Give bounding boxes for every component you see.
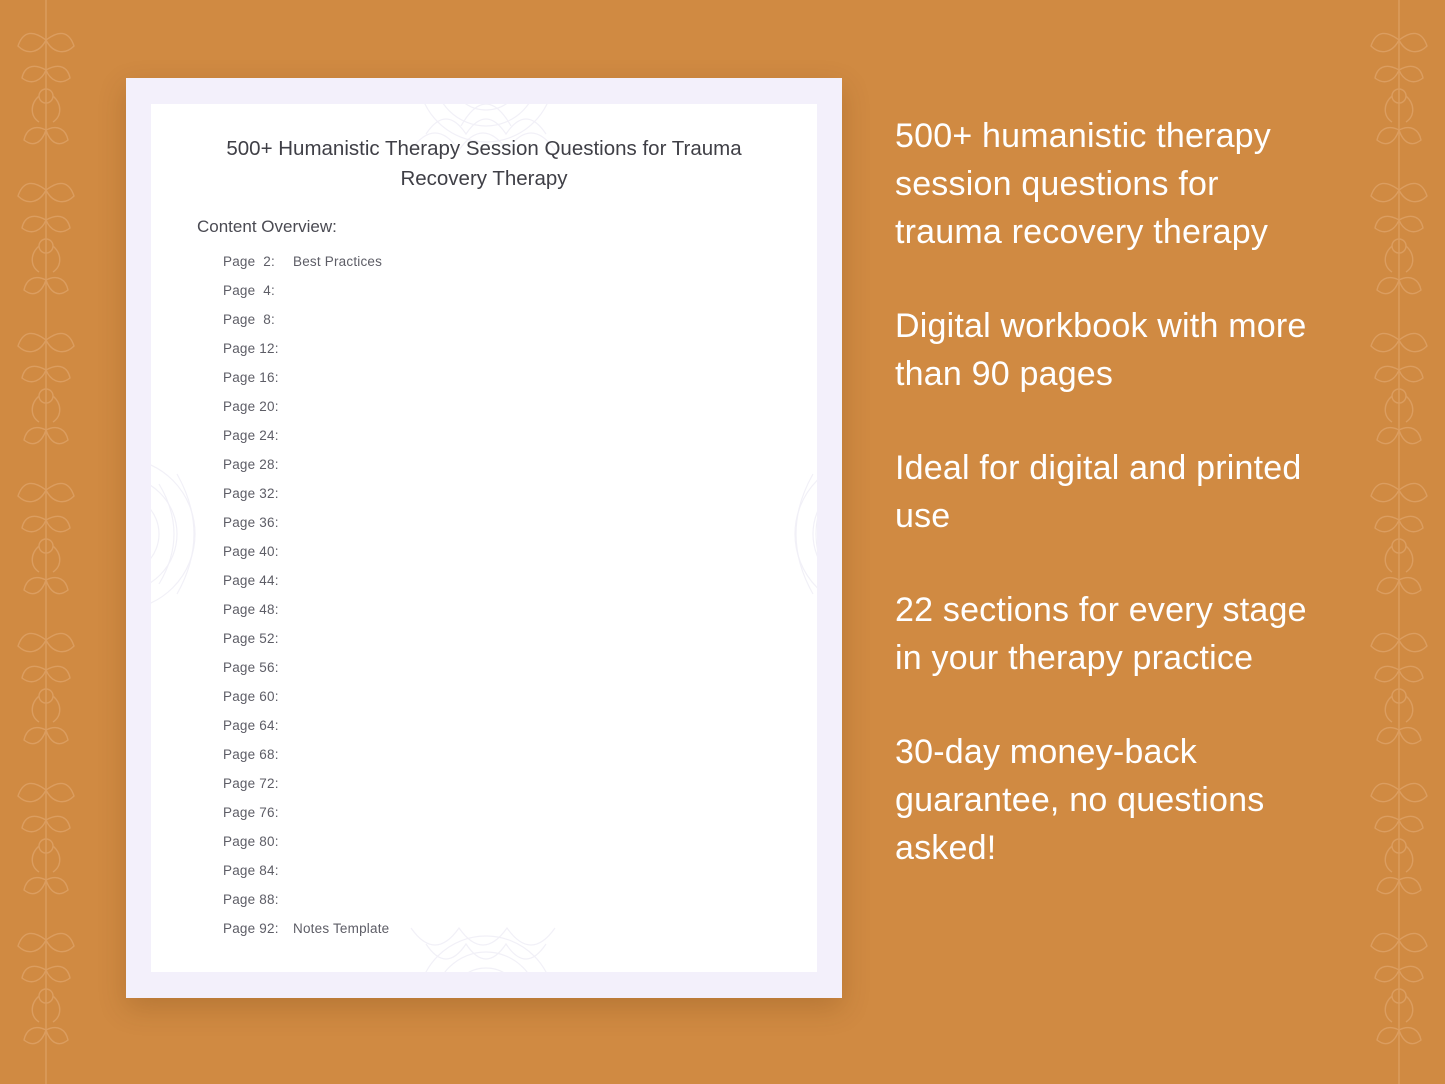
floral-border-right-icon — [1353, 0, 1445, 1084]
toc-page-number: Page 88: — [223, 892, 279, 907]
toc-row — [223, 921, 783, 950]
marketing-line: 30-day money-back guarantee, no questions asked! — [895, 733, 1265, 867]
toc-row — [223, 660, 783, 689]
toc-row — [223, 805, 783, 834]
toc-row — [223, 312, 783, 341]
floral-border-left-icon — [0, 0, 92, 1084]
toc-page-number: Page 12: — [223, 341, 279, 356]
toc-page-number: Page 32: — [223, 486, 279, 501]
toc-row — [223, 573, 783, 602]
toc-row — [223, 283, 783, 312]
marketing-line: 500+ humanistic therapy session questions for trauma recovery therapy — [895, 117, 1271, 251]
toc-row — [223, 834, 783, 863]
toc-page-number: Page 16: — [223, 370, 279, 385]
toc-row — [223, 399, 783, 428]
document-page — [151, 104, 817, 972]
toc-row — [223, 892, 783, 921]
table-of-contents — [223, 254, 783, 950]
toc-row — [223, 486, 783, 515]
toc-row — [223, 863, 783, 892]
marketing-copy — [895, 112, 1325, 918]
marketing-line: Ideal for digital and printed use — [895, 449, 1302, 535]
toc-row — [223, 457, 783, 486]
toc-row — [223, 631, 783, 660]
toc-page-number: Page 20: — [223, 399, 279, 414]
toc-row — [223, 689, 783, 718]
toc-row — [223, 544, 783, 573]
toc-page-number: Page 44: — [223, 573, 279, 588]
toc-page-number: Page 68: — [223, 747, 279, 762]
toc-row — [223, 718, 783, 747]
toc-row — [223, 370, 783, 399]
toc-row — [223, 254, 783, 283]
toc-page-number: Page 76: — [223, 805, 279, 820]
page-title: 500+ Humanistic Therapy Session Questions for Trauma Recovery Therapy — [226, 137, 742, 190]
toc-page-number: Page 92: — [223, 921, 279, 936]
toc-page-number: Page 72: — [223, 776, 279, 791]
toc-page-number: Page 4: — [223, 283, 275, 298]
toc-page-number: Page 80: — [223, 834, 279, 849]
toc-page-number: Page 2: — [223, 254, 275, 269]
toc-section-label: Notes Template — [293, 921, 390, 936]
toc-page-number: Page 60: — [223, 689, 279, 704]
toc-page-number: Page 24: — [223, 428, 279, 443]
marketing-line: Digital workbook with more than 90 pages — [895, 307, 1307, 393]
toc-page-number: Page 64: — [223, 718, 279, 733]
toc-page-number: Page 56: — [223, 660, 279, 675]
toc-page-number: Page 52: — [223, 631, 279, 646]
toc-row — [223, 602, 783, 631]
toc-row — [223, 776, 783, 805]
toc-page-number: Page 28: — [223, 457, 279, 472]
toc-page-number: Page 40: — [223, 544, 279, 559]
toc-page-number: Page 84: — [223, 863, 279, 878]
toc-row — [223, 428, 783, 457]
marketing-line: 22 sections for every stage in your therapy practice — [895, 591, 1307, 677]
toc-row — [223, 341, 783, 370]
toc-row — [223, 515, 783, 544]
content-overview-label: Content Overview: — [197, 217, 337, 236]
toc-section-label: Best Practices — [293, 254, 383, 269]
toc-page-number: Page 48: — [223, 602, 279, 617]
toc-row — [223, 747, 783, 776]
toc-page-number: Page 36: — [223, 515, 279, 530]
toc-page-number: Page 8: — [223, 312, 275, 327]
